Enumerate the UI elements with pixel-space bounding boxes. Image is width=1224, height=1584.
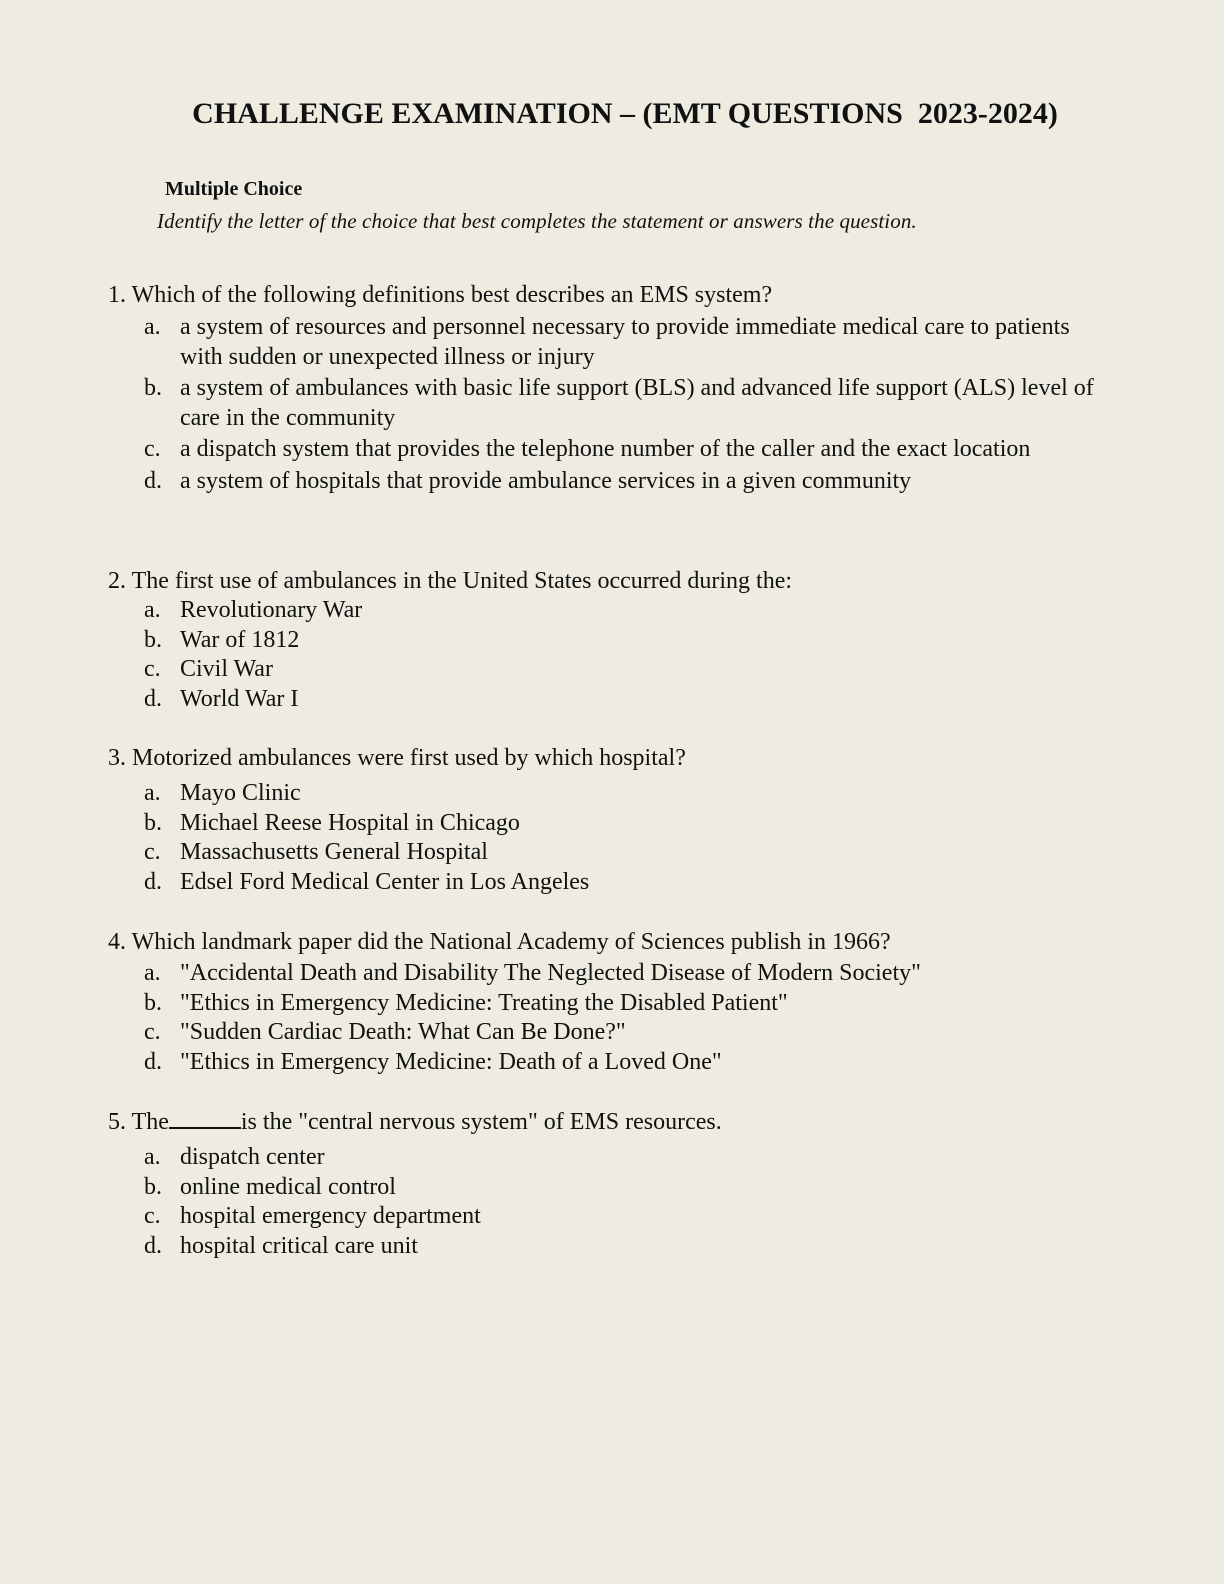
choice-letter: c.: [144, 436, 161, 462]
choice-list: [108, 959, 1108, 1077]
choice-text: a dispatch system that provides the telephone number of the caller and the exact location: [180, 436, 1031, 462]
choice-text: "Ethics in Emergency Medicine: Death of a Loved One": [180, 1048, 722, 1075]
choice-b: [108, 989, 1108, 1019]
question-text: The first use of ambulances in the United States occurred during the:: [131, 568, 793, 594]
question-number: 5.: [108, 1109, 126, 1135]
choice-text: Michael Reese Hospital in Chicago: [180, 809, 520, 836]
choice-d: [108, 1232, 1108, 1262]
choice-letter: a.: [144, 780, 161, 806]
choice-a: [108, 779, 1108, 809]
choice-letter: d.: [144, 467, 162, 494]
choice-letter: a.: [144, 597, 161, 623]
choice-letter: d.: [144, 1232, 162, 1259]
choice-b: [108, 374, 1108, 433]
choice-text: Revolutionary War: [180, 597, 363, 623]
choice-text: hospital critical care unit: [180, 1232, 418, 1259]
choice-letter: d.: [144, 1048, 162, 1075]
question-2: [108, 566, 1108, 714]
choice-text: Civil War: [180, 656, 273, 682]
question-number: 3.: [108, 745, 126, 771]
choice-text: War of 1812: [180, 626, 300, 653]
choice-d: [108, 685, 1108, 715]
choice-text: "Ethics in Emergency Medicine: Treating the Disabled Patient": [180, 989, 788, 1016]
section-heading: Multiple Choice: [165, 178, 303, 200]
choice-text: Massachusetts General Hospital: [180, 839, 488, 865]
choice-text: a system of resources and personnel necessary to provide immediate medical care to patients with sudden or unexpected illness or injury: [180, 314, 1070, 370]
choice-a: [108, 959, 1108, 989]
choice-c: [108, 655, 1108, 685]
choice-letter: c.: [144, 1019, 161, 1045]
choice-b: [108, 626, 1108, 656]
exam-title: CHALLENGE EXAMINATION – (EMT QUESTIONS 2023-2024): [192, 97, 1058, 130]
choice-list: [108, 1143, 1108, 1261]
question-3: [108, 743, 1108, 897]
question-text: Which of the following definitions best describes an EMS system?: [131, 282, 773, 308]
choice-letter: d.: [144, 868, 162, 895]
choice-letter: b.: [144, 989, 162, 1016]
question-stem: [108, 566, 1108, 596]
question-text-before-blank: The: [131, 1109, 169, 1135]
choice-letter: c.: [144, 1203, 161, 1229]
choice-c: [108, 838, 1108, 868]
choice-b: [108, 1173, 1108, 1203]
question-number: 4.: [108, 929, 126, 955]
choice-text: a system of hospitals that provide ambulance services in a given community: [180, 467, 912, 494]
choice-letter: a.: [144, 1144, 161, 1170]
choice-list: [108, 596, 1108, 714]
choice-text: World War I: [180, 685, 299, 712]
choice-letter: b.: [144, 809, 162, 836]
choice-a: [108, 313, 1108, 372]
question-number: 2.: [108, 568, 126, 594]
choice-text: a system of ambulances with basic life support (BLS) and advanced life support (ALS) level of care in the community: [180, 375, 1094, 431]
question-text: Which landmark paper did the National Academy of Sciences publish in 1966?: [131, 929, 891, 955]
choice-d: [108, 1048, 1108, 1078]
choice-letter: d.: [144, 685, 162, 712]
choice-text: "Sudden Cardiac Death: What Can Be Done?": [180, 1019, 626, 1045]
choice-text: online medical control: [180, 1173, 396, 1200]
question-text: Motorized ambulances were first used by which hospital?: [132, 745, 686, 771]
fill-in-blank: [169, 1107, 241, 1129]
choice-letter: b.: [144, 1173, 162, 1200]
choice-a: [108, 1143, 1108, 1173]
question-number: 1.: [108, 282, 126, 308]
choice-b: [108, 809, 1108, 839]
choice-a: [108, 596, 1108, 626]
choice-text: Edsel Ford Medical Center in Los Angeles: [180, 868, 590, 895]
instructions-text: Identify the letter of the choice that best completes the statement or answers the question.: [157, 209, 917, 233]
choice-letter: a.: [144, 314, 161, 340]
choice-letter: c.: [144, 839, 161, 865]
choice-d: [108, 467, 1108, 497]
question-stem: [108, 743, 1108, 773]
choice-letter: a.: [144, 960, 161, 986]
choice-text: "Accidental Death and Disability The Neglected Disease of Modern Society": [180, 960, 921, 986]
question-text-after-blank: is the "central nervous system" of EMS resources.: [240, 1109, 722, 1135]
choice-list: [108, 313, 1108, 496]
question-1: [108, 280, 1108, 498]
choice-c: [108, 1018, 1108, 1048]
choice-c: [108, 1202, 1108, 1232]
choice-letter: c.: [144, 656, 161, 682]
choice-text: hospital emergency department: [180, 1203, 481, 1229]
choice-list: [108, 779, 1108, 897]
question-4: [108, 927, 1108, 1077]
question-stem: [108, 1107, 1108, 1137]
choice-text: dispatch center: [180, 1144, 325, 1170]
question-5: [108, 1107, 1108, 1261]
choice-letter: b.: [144, 626, 162, 653]
choice-d: [108, 868, 1108, 898]
choice-text: Mayo Clinic: [180, 780, 301, 806]
choice-letter: b.: [144, 375, 162, 401]
question-stem: [108, 280, 1108, 310]
choice-c: [108, 435, 1108, 465]
question-stem: [108, 927, 1108, 957]
